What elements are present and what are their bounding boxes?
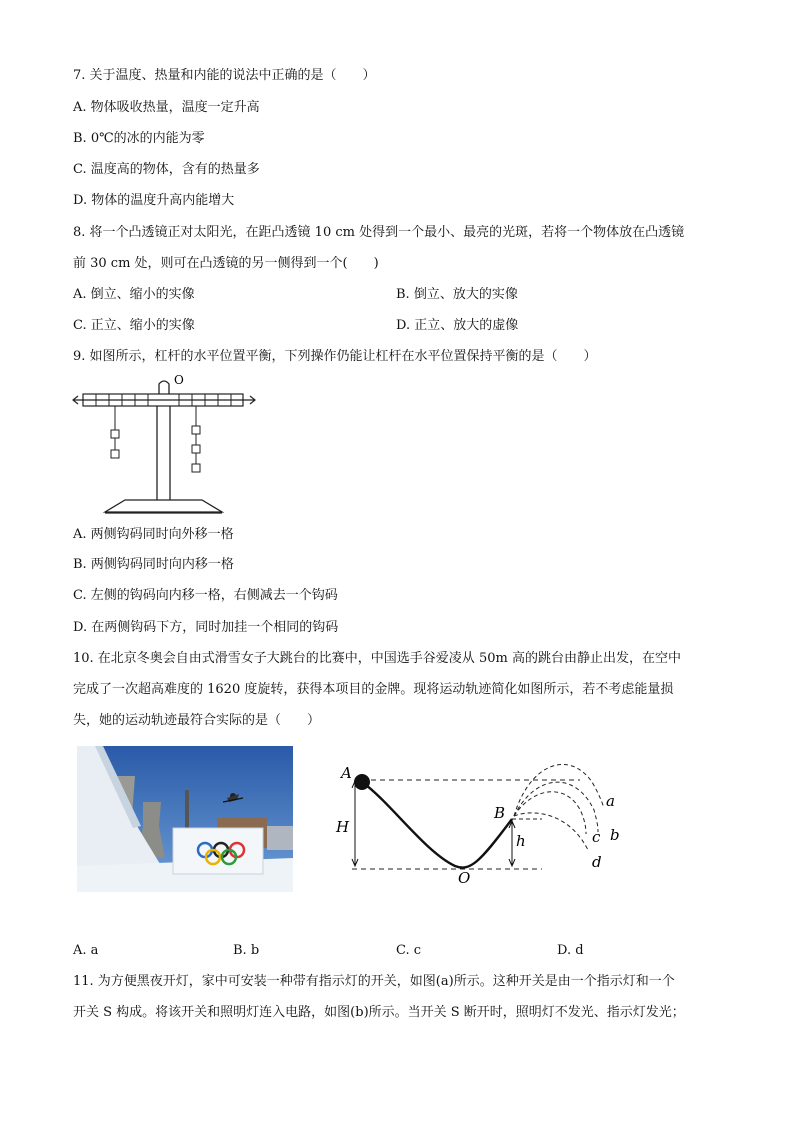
trajectory-diagram xyxy=(330,752,630,887)
q10-stem-line2: 完成了一次超高难度的 1620 度旋转，获得本项目的金牌。现将运动轨迹简化如图所示，若不考虑能量损 xyxy=(73,682,674,697)
q9-option-d: D. 在两侧钩码下方，同时加挂一个相同的钩码 xyxy=(73,620,339,635)
q10-option-c: C. c xyxy=(396,943,422,958)
q7-option-a: A. 物体吸收热量，温度一定升高 xyxy=(73,100,260,115)
label-a: a xyxy=(606,792,615,810)
q11-stem-line1: 11. 为方便黑夜开灯，家中可安装一种带有指示灯的开关，如图(a)所示。这种开关是由一个指示灯和一个 xyxy=(73,974,675,989)
q9-stem: 9. 如图所示，杠杆的水平位置平衡，下列操作仍能让杠杆在水平位置保持平衡的是（ ） xyxy=(73,349,597,364)
pivot-label: O xyxy=(174,373,184,387)
q10-stem-line1: 10. 在北京冬奥会自由式滑雪女子大跳台的比赛中，中国选手谷爱凌从 50m 高的跳台由静止出发，在空中 xyxy=(73,651,681,666)
q7-option-b: B. 0℃的冰的内能为零 xyxy=(73,131,205,146)
q8-option-a: A. 倒立、缩小的实像 xyxy=(73,287,195,302)
label-B: B xyxy=(494,804,506,822)
q10-stem-line3: 失，她的运动轨迹最符合实际的是（ ） xyxy=(73,713,321,728)
q9-option-c: C. 左侧的钩码向内移一格，右侧减去一个钩码 xyxy=(73,588,338,603)
label-H: H xyxy=(336,818,350,836)
ski-jump-photo xyxy=(77,746,293,892)
q8-stem-line2: 前 30 cm 处，则可在凸透镜的另一侧得到一个( ) xyxy=(73,256,379,271)
q8-option-d: D. 正立、放大的虚像 xyxy=(396,318,519,333)
label-b: b xyxy=(610,826,620,844)
label-A: A xyxy=(341,764,352,782)
q10-option-d: D. d xyxy=(557,943,584,958)
q7-stem: 7. 关于温度、热量和内能的说法中正确的是（ ） xyxy=(73,68,376,83)
q9-option-a: A. 两侧钩码同时向外移一格 xyxy=(73,527,234,542)
q7-option-c: C. 温度高的物体，含有的热量多 xyxy=(73,162,260,177)
q8-stem-line1: 8. 将一个凸透镜正对太阳光，在距凸透镜 10 cm 处得到一个最小、最亮的光斑，若将一个物体放在凸透镜 xyxy=(73,225,685,240)
label-h: h xyxy=(516,832,526,850)
q11-stem-line2: 开关 S 构成。将该开关和照明灯连入电路，如图(b)所示。当开关 S 断开时，照明灯不发光、指示灯发光； xyxy=(73,1005,685,1020)
q8-option-c: C. 正立、缩小的实像 xyxy=(73,318,195,333)
label-O: O xyxy=(458,869,471,887)
q9-option-b: B. 两侧钩码同时向内移一格 xyxy=(73,557,234,572)
lever-diagram xyxy=(70,372,260,520)
q10-option-b: B. b xyxy=(233,943,260,958)
q10-option-a: A. a xyxy=(73,943,99,958)
label-c: c xyxy=(592,828,601,846)
q7-option-d: D. 物体的温度升高内能增大 xyxy=(73,193,235,208)
label-d: d xyxy=(592,853,602,871)
q8-option-b: B. 倒立、放大的实像 xyxy=(396,287,518,302)
